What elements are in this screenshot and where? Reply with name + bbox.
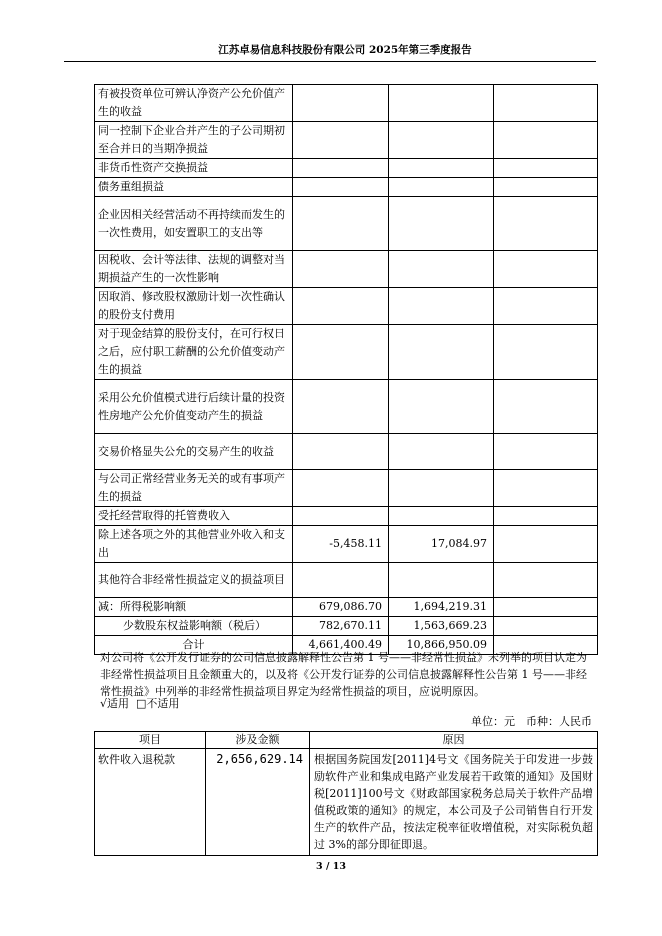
table-row [95,178,598,197]
applicable-checked: √适用 [100,697,130,710]
not-applicable-unchecked: □不适用 [136,697,180,710]
row-label: 其他符合非经常性损益定义的损益项目 [95,563,293,598]
table-row [95,85,598,122]
value-current [293,288,389,325]
note-cell [494,434,598,470]
header-reason: 原因 [310,732,598,749]
table-row [95,617,598,636]
value-ytd [389,325,494,380]
row-label: 非货币性资产交换损益 [95,159,293,178]
note-cell [494,197,598,251]
table-row [95,526,598,563]
value-ytd: 17,084.97 [389,526,494,563]
table-row [95,380,598,434]
header-item: 项目 [95,732,206,749]
value-current: 4,661,400.49 [293,636,389,655]
table-row [95,288,598,325]
table-row [95,598,598,617]
value-current [293,85,389,122]
value-ytd: 1,563,669.23 [389,617,494,636]
value-ytd [389,563,494,598]
header-rule [64,61,596,62]
note-cell [494,380,598,434]
value-current [293,380,389,434]
value-ytd [389,178,494,197]
value-ytd [389,251,494,288]
row-label: 受托经营取得的托管费收入 [95,507,293,526]
table-row [95,434,598,470]
applicability-options [100,695,179,712]
recurring-reclass-table [94,731,598,856]
value-ytd [389,507,494,526]
note-cell [494,85,598,122]
value-current [293,197,389,251]
value-ytd: 1,694,219.31 [389,598,494,617]
value-ytd: 10,866,950.09 [389,636,494,655]
value-current: -5,458.11 [293,526,389,563]
table-row [95,325,598,380]
page-number: 3 / 13 [316,861,346,872]
value-current [293,159,389,178]
table-row [95,197,598,251]
note-cell [494,563,598,598]
table-row [95,749,598,856]
value-current [293,178,389,197]
value-current [293,563,389,598]
row-label: 除上述各项之外的其他营业外收入和支出 [95,526,293,563]
note-cell [494,288,598,325]
value-ytd [389,470,494,507]
unit-currency-line: 单位：元 币种：人民币 [471,715,592,728]
table-row [95,122,598,159]
table-header-row [95,732,598,749]
note-cell [494,507,598,526]
value-current [293,122,389,159]
row-label: 交易价格显失公允的交易产生的收益 [95,434,293,470]
value-current [293,251,389,288]
value-current [293,507,389,526]
row-label: 合计 [95,636,293,655]
value-current [293,470,389,507]
value-ytd [389,85,494,122]
note-cell [494,598,598,617]
note-cell [494,251,598,288]
value-current [293,434,389,470]
table-row [95,563,598,598]
reason-cell: 根据国务院国发[2011]4号文《国务院关于印发进一步鼓励软件产业和集成电路产业发展若干政策的通知》及国财税[2011]100号文《财政部国家税务总局关于软件产品增值税政策的通知》的规定，本公司及子公司销售自行开发生产的软件产品，按法定税率征收增值税，对实际税负超过 3%的部分即征即退。 [310,749,598,856]
item-cell: 软件收入退税款 [95,749,206,856]
header-amount: 涉及金额 [206,732,310,749]
value-ytd [389,197,494,251]
row-label: 因税收、会计等法律、法规的调整对当期损益产生的一次性影响 [95,251,293,288]
value-ytd [389,122,494,159]
note-cell [494,159,598,178]
value-ytd [389,159,494,178]
row-label: 对于现金结算的股份支付，在可行权日之后，应付职工薪酬的公允价值变动产生的损益 [95,325,293,380]
value-current: 782,670.11 [293,617,389,636]
note-cell [494,325,598,380]
row-label: 采用公允价值模式进行后续计量的投资性房地产公允价值变动产生的损益 [95,380,293,434]
table-row [95,251,598,288]
table-row [95,470,598,507]
table-row [95,507,598,526]
row-label: 与公司正常经营业务无关的或有事项产生的损益 [95,470,293,507]
row-label: 企业因相关经营活动不再持续而发生的一次性费用，如安置职工的支出等 [95,197,293,251]
non-recurring-items-table [94,84,598,655]
value-ytd [389,380,494,434]
amount-cell: 2,656,629.14 [206,749,310,856]
report-header: 江苏卓易信息科技股份有限公司 2025年第三季度报告 [218,44,472,56]
row-label: 有被投资单位可辨认净资产公允价值产生的收益 [95,85,293,122]
value-current: 679,086.70 [293,598,389,617]
note-cell [494,178,598,197]
row-label: 同一控制下企业合并产生的子公司期初至合并日的当期净损益 [95,122,293,159]
value-current [293,325,389,380]
value-ytd [389,288,494,325]
row-label: 因取消、修改股权激励计划一次性确认的股份支付费用 [95,288,293,325]
value-ytd [389,434,494,470]
note-cell [494,526,598,563]
explanation-paragraph: 对公司将《公开发行证券的公司信息披露解释性公告第 1 号——非经常性损益》未列举的项目认定为非经常性损益项目且金额重大的，以及将《公开发行证券的公司信息披露解释性公告第 1 号——非经常性损益》中列举的非经常性损益项目界定为经常性损益的项目，应说明原因。 [100,651,587,698]
note-cell [494,122,598,159]
row-label: 债务重组损益 [95,178,293,197]
note-cell [494,617,598,636]
row-label: 少数股东权益影响额（税后） [95,617,293,636]
note-cell [494,470,598,507]
table-row [95,159,598,178]
row-label: 减：所得税影响额 [95,598,293,617]
